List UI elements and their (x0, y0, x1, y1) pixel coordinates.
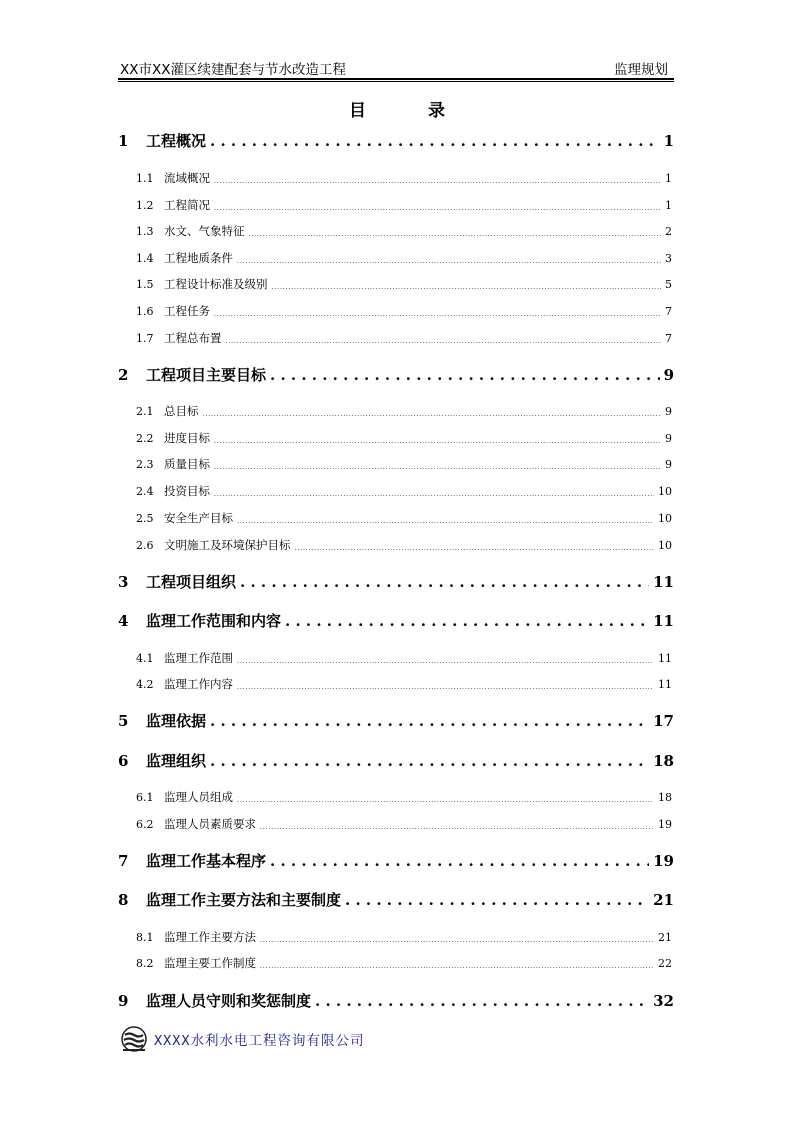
toc-chapter-entry[interactable] (118, 750, 674, 772)
header-project-title: XX市XX灌区续建配套与节水改造工程 (120, 62, 346, 78)
page-footer (120, 1024, 365, 1054)
toc-dot-leader (237, 658, 654, 665)
toc-entry-page: 1 (663, 132, 674, 150)
toc-entry-title: 监理组织 (146, 752, 207, 770)
toc-entry-title: 文明施工及环境保护目标 (164, 538, 291, 552)
toc-section-entry[interactable] (118, 430, 674, 448)
header-rule-thick (118, 78, 674, 80)
toc-entry-title: 监理人员组成 (164, 790, 233, 804)
toc-entry-title: 监理人员守则和奖惩制度 (146, 992, 312, 1010)
toc-entry-number: 6.1 (136, 791, 154, 804)
toc-entry-page: 19 (658, 818, 672, 831)
toc-section-entry[interactable] (118, 250, 674, 268)
toc-entry-page: 11 (658, 678, 672, 691)
toc-entry-page: 19 (653, 852, 674, 870)
toc-dot-leader (203, 411, 662, 418)
toc-entry-number: 8.1 (136, 931, 154, 944)
toc-entry-page: 18 (658, 791, 672, 804)
toc-entry-number: 2 (118, 366, 129, 384)
toc-section-entry[interactable] (118, 789, 674, 807)
toc-entry-number: 8 (118, 891, 129, 909)
toc-entry-page: 3 (665, 252, 672, 265)
toc-entry-page: 11 (653, 573, 674, 591)
toc-entry-number: 1.4 (136, 252, 154, 265)
toc-dot-leader (210, 712, 649, 730)
toc-section-entry[interactable] (118, 929, 674, 947)
toc-chapter-entry[interactable] (118, 610, 674, 632)
toc-entry-number: 1.7 (136, 332, 154, 345)
toc-dot-leader (214, 205, 661, 212)
toc-entry-number: 2.6 (136, 539, 154, 552)
toc-dot-leader (210, 752, 649, 770)
toc-dot-leader (237, 797, 654, 804)
toc-dot-leader (345, 891, 649, 909)
toc-entry-number: 1.2 (136, 199, 154, 212)
toc-entry-page: 10 (658, 512, 672, 525)
header-rule-thin (118, 81, 674, 82)
toc-entry-title: 工程项目组织 (146, 573, 237, 591)
toc-entry-title: 监理工作内容 (164, 677, 233, 691)
toc-section-entry[interactable] (118, 676, 674, 694)
toc-entry-page: 10 (658, 485, 672, 498)
toc-chapter-entry[interactable] (118, 850, 674, 872)
toc-entry-number: 2.3 (136, 458, 154, 471)
toc-entry-number: 3 (118, 573, 129, 591)
toc-dot-leader (214, 438, 661, 445)
toc-entry-page: 7 (665, 305, 672, 318)
footer-company-name: XXXX水利水电工程咨询有限公司 (154, 1033, 365, 1049)
toc-dot-leader (214, 464, 661, 471)
toc-entry-number: 1.6 (136, 305, 154, 318)
toc-entry-page: 18 (653, 752, 674, 770)
toc-entry-title: 水文、气象特征 (164, 224, 245, 238)
toc-entry-title: 质量目标 (164, 457, 210, 471)
toc-entry-number: 4.2 (136, 678, 154, 691)
page-header (120, 56, 672, 76)
toc-chapter-entry[interactable] (118, 571, 674, 593)
toc-chapter-entry[interactable] (118, 364, 674, 386)
toc-entry-number: 2.2 (136, 432, 154, 445)
header-doc-type: 监理规划 (614, 62, 668, 78)
toc-entry-number: 9 (118, 992, 129, 1010)
toc-entry-title: 监理主要工作制度 (164, 956, 256, 970)
toc-section-entry[interactable] (118, 303, 674, 321)
toc-dot-leader (210, 132, 660, 150)
toc-section-entry[interactable] (118, 510, 674, 528)
toc-section-entry[interactable] (118, 483, 674, 501)
toc-entry-page: 21 (658, 931, 672, 944)
toc-dot-leader (240, 573, 649, 591)
toc-section-entry[interactable] (118, 816, 674, 834)
toc-dot-leader (237, 258, 661, 265)
toc-entry-title: 监理工作范围 (164, 651, 233, 665)
toc-entry-page: 7 (665, 332, 672, 345)
toc-section-entry[interactable] (118, 403, 674, 421)
toc-entry-number: 2.5 (136, 512, 154, 525)
toc-entry-page: 2 (665, 225, 672, 238)
toc-entry-page: 21 (653, 891, 674, 909)
toc-entry-title: 工程任务 (164, 304, 210, 318)
toc-chapter-entry[interactable] (118, 889, 674, 911)
toc-dot-leader (214, 491, 654, 498)
toc-dot-leader (260, 937, 654, 944)
toc-entry-title: 监理工作主要方法和主要制度 (146, 891, 342, 909)
toc-entry-title: 工程设计标准及级别 (164, 277, 268, 291)
toc-entry-page: 1 (665, 199, 672, 212)
toc-entry-number: 1 (118, 132, 129, 150)
toc-dot-leader (272, 284, 662, 291)
toc-section-entry[interactable] (118, 197, 674, 215)
toc-entry-number: 5 (118, 712, 129, 730)
toc-entry-title: 流域概况 (164, 171, 210, 185)
water-waves-logo-icon (120, 1026, 148, 1052)
toc-dot-leader (237, 684, 654, 691)
toc-entry-page: 22 (658, 957, 672, 970)
toc-entry-number: 1.1 (136, 172, 154, 185)
toc-chapter-entry[interactable] (118, 710, 674, 732)
toc-entry-title: 工程项目主要目标 (146, 366, 267, 384)
toc-entry-number: 7 (118, 852, 129, 870)
toc-entry-page: 11 (653, 612, 674, 630)
toc-entry-page: 5 (665, 278, 672, 291)
toc-entry-number: 1.3 (136, 225, 154, 238)
toc-entry-title: 工程简况 (164, 198, 210, 212)
toc-dot-leader (260, 824, 654, 831)
toc-section-entry[interactable] (118, 537, 674, 555)
toc-section-entry[interactable] (118, 170, 674, 188)
toc-entry-page: 1 (665, 172, 672, 185)
toc-entry-page: 32 (653, 992, 674, 1010)
toc-entry-title: 监理工作范围和内容 (146, 612, 282, 630)
toc-entry-number: 4.1 (136, 652, 154, 665)
toc-entry-title: 投资目标 (164, 484, 210, 498)
toc-entry-number: 2.4 (136, 485, 154, 498)
toc-dot-leader (249, 231, 662, 238)
toc-entry-title: 安全生产目标 (164, 511, 233, 525)
toc-dot-leader (315, 992, 649, 1010)
toc-title: 目 录 (349, 101, 473, 121)
toc-entry-page: 10 (658, 539, 672, 552)
toc-section-entry[interactable] (118, 330, 674, 348)
toc-entry-title: 监理工作基本程序 (146, 852, 267, 870)
toc-entry-title: 监理工作主要方法 (164, 930, 256, 944)
toc-dot-leader (295, 545, 655, 552)
toc-entry-number: 6 (118, 752, 129, 770)
toc-entry-title: 总目标 (164, 404, 199, 418)
toc-section-entry[interactable] (118, 456, 674, 474)
toc-chapter-entry[interactable] (118, 130, 674, 152)
toc-dot-leader (285, 612, 649, 630)
toc-entry-page: 9 (665, 458, 672, 471)
toc-entry-title: 监理依据 (146, 712, 207, 730)
toc-entry-page: 17 (653, 712, 674, 730)
toc-entry-number: 2.1 (136, 405, 154, 418)
toc-entry-title: 工程概况 (146, 132, 207, 150)
toc-entry-page: 9 (665, 432, 672, 445)
toc-dot-leader (270, 366, 660, 384)
toc-dot-leader (214, 178, 661, 185)
toc-entry-number: 6.2 (136, 818, 154, 831)
toc-dot-leader (237, 518, 654, 525)
toc-dot-leader (270, 852, 649, 870)
toc-entry-page: 11 (658, 652, 672, 665)
toc-dot-leader (226, 338, 662, 345)
toc-entry-page: 9 (665, 405, 672, 418)
toc-entry-number: 8.2 (136, 957, 154, 970)
toc-entry-title: 工程总布置 (164, 331, 222, 345)
toc-entry-title: 进度目标 (164, 431, 210, 445)
toc-chapter-entry[interactable] (118, 990, 674, 1012)
toc-entry-title: 监理人员素质要求 (164, 817, 256, 831)
toc-entry-number: 4 (118, 612, 129, 630)
toc-entry-number: 1.5 (136, 278, 154, 291)
toc-section-entry[interactable] (118, 276, 674, 294)
toc-entry-title: 工程地质条件 (164, 251, 233, 265)
toc-dot-leader (260, 963, 654, 970)
toc-entry-page: 9 (663, 366, 674, 384)
toc-section-entry[interactable] (118, 223, 674, 241)
toc-section-entry[interactable] (118, 650, 674, 668)
toc-section-entry[interactable] (118, 955, 674, 973)
toc-dot-leader (214, 311, 661, 318)
